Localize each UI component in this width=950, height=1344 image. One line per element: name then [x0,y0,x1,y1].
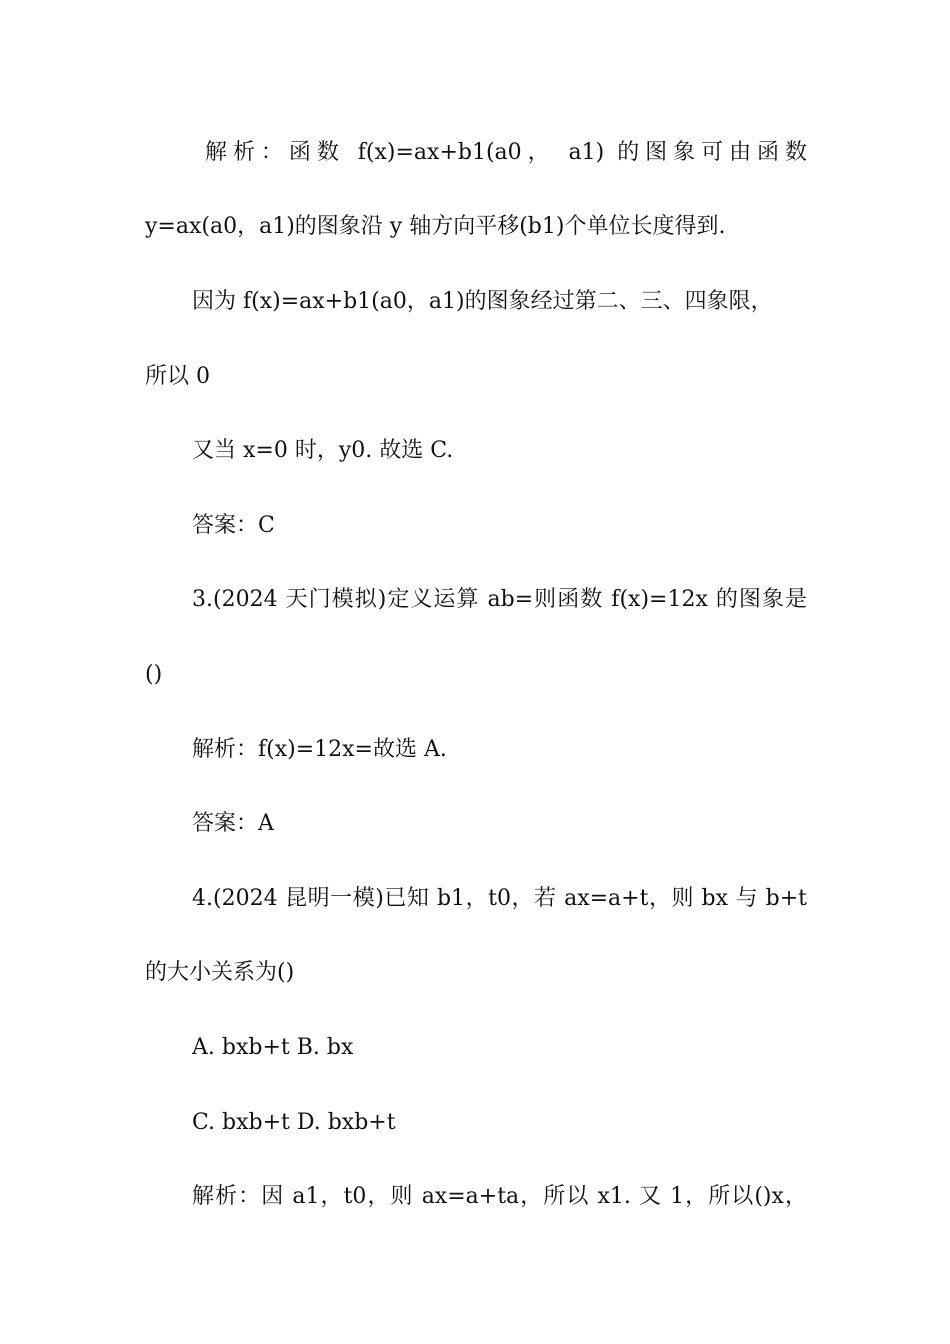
question-4-continued: 的大小关系为() [145,960,295,985]
solution-4: 解析：因 a1，t0，则 ax=a+ta，所以 x1. 又 1，所以()x， [192,1184,807,1209]
answer-line-1: 答案：C [192,513,275,538]
answer-line-2: 答案：A [192,811,274,836]
text-line-1: 解析：函数 f(x)=ax+b1(a0， a1) 的图象可由函数 [205,140,807,165]
text-line-3: 因为 f(x)=ax+b1(a0，a1)的图象经过第二、三、四象限， [192,289,773,314]
solution-3: 解析：f(x)=12x=故选 A. [192,737,447,762]
text-line-4: 所以 0 [145,364,210,389]
text-line-2: y=ax(a0，a1)的图象沿 y 轴方向平移(b1)个单位长度得到. [145,214,726,239]
options-ab: A. bxb+t B. bx [192,1035,354,1060]
options-cd: C. bxb+t D. bxb+t [192,1110,396,1135]
question-3-blank: () [145,662,163,687]
question-3: 3.(2024 天门模拟)定义运算 ab=则函数 f(x)=12x 的图象是 [192,587,807,612]
text-line-5: 又当 x=0 时，y0. 故选 C. [192,438,454,463]
question-4: 4.(2024 昆明一模)已知 b1，t0，若 ax=a+t，则 bx 与 b+t [192,886,807,911]
